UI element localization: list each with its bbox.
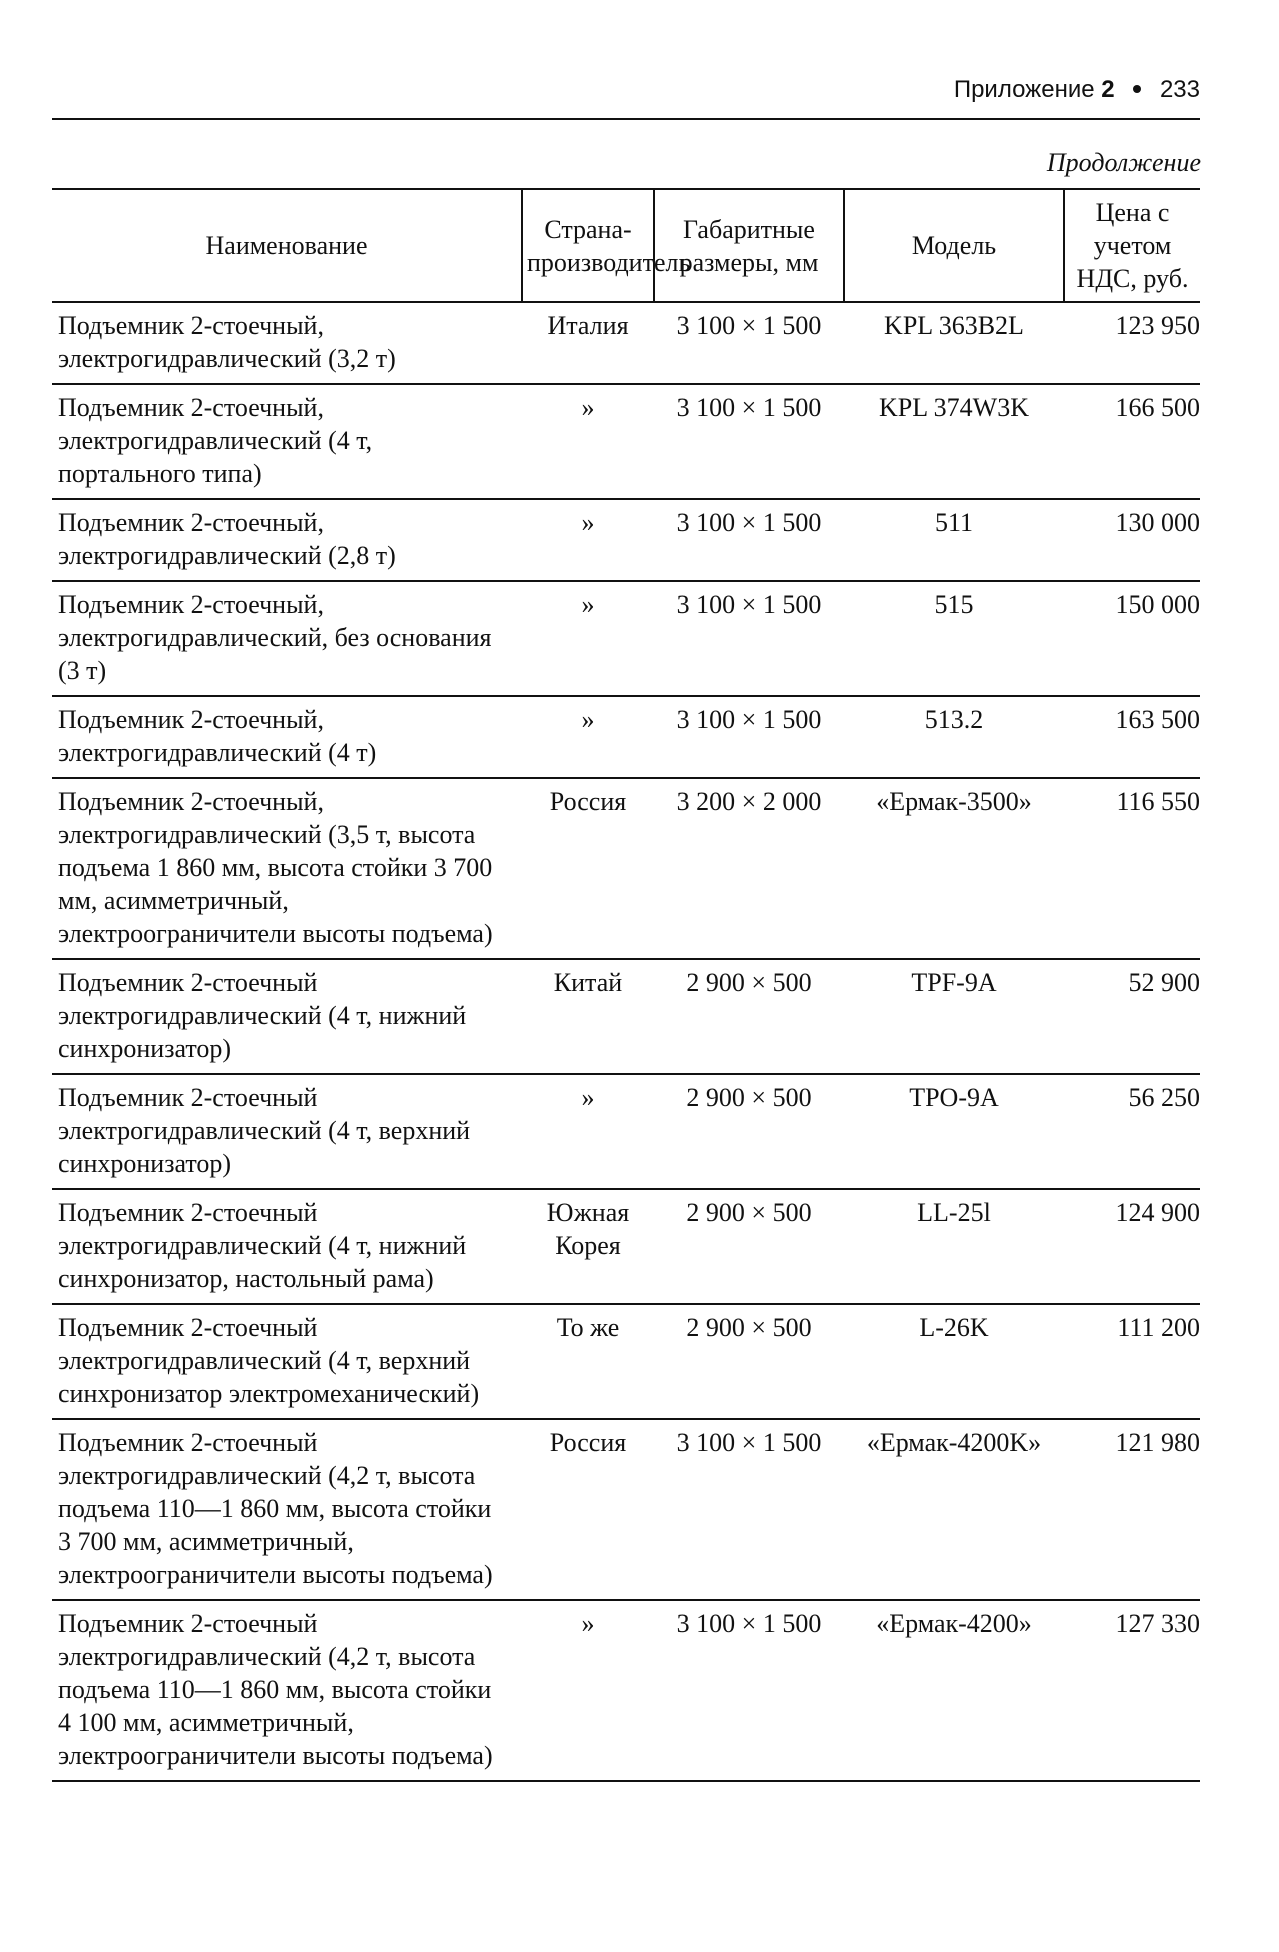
cell-country: » (522, 1074, 654, 1189)
page-number: 233 (1159, 76, 1200, 103)
cell-name: Подъемник 2-стоечный, электрогидравлический (3,5 т, высота подъема 1 860 мм, высота стойки 3 700 мм, асимметричный, электроограничители высоты подъема) (52, 778, 522, 959)
table-row (52, 1304, 1200, 1419)
cell-model: TPF-9A (844, 959, 1064, 1074)
cell-size: 3 100 × 1 500 (654, 1419, 844, 1600)
cell-country: Китай (522, 959, 654, 1074)
appendix-number: 2 (1101, 76, 1115, 103)
table-row (52, 581, 1200, 696)
cell-name: Подъемник 2-стоечный, электрогидравлический (4 т, портального типа) (52, 384, 522, 499)
cell-name: Подъемник 2-стоечный электрогидравлический (4 т, верхний синхронизатор) (52, 1074, 522, 1189)
cell-country: » (522, 499, 654, 581)
cell-price: 124 900 (1064, 1189, 1200, 1304)
cell-country: Италия (522, 302, 654, 384)
cell-size: 3 100 × 1 500 (654, 499, 844, 581)
cell-name: Подъемник 2-стоечный, электрогидравлический (4 т) (52, 696, 522, 778)
table-row (52, 1074, 1200, 1189)
cell-size: 2 900 × 500 (654, 959, 844, 1074)
table-row (52, 696, 1200, 778)
cell-country: » (522, 696, 654, 778)
cell-country: Россия (522, 1419, 654, 1600)
bullet-separator-icon (1133, 85, 1141, 93)
table-row (52, 1600, 1200, 1781)
cell-size: 3 100 × 1 500 (654, 1600, 844, 1781)
header-price: Цена с учетом НДС, руб. (1064, 189, 1200, 302)
cell-model: 511 (844, 499, 1064, 581)
header-size: Габаритные размеры, мм (654, 189, 844, 302)
running-head (52, 74, 1200, 120)
cell-size: 2 900 × 500 (654, 1189, 844, 1304)
cell-country: » (522, 384, 654, 499)
cell-model: TPO-9A (844, 1074, 1064, 1189)
cell-price: 166 500 (1064, 384, 1200, 499)
cell-name: Подъемник 2-стоечный электрогидравлический (4 т, нижний синхронизатор) (52, 959, 522, 1074)
cell-price: 121 980 (1064, 1419, 1200, 1600)
cell-model: LL-25l (844, 1189, 1064, 1304)
cell-model: «Ермак-4200» (844, 1600, 1064, 1781)
table-row (52, 959, 1200, 1074)
continuation-label: Продолжение (1046, 148, 1201, 177)
cell-size: 3 100 × 1 500 (654, 696, 844, 778)
cell-model: 515 (844, 581, 1064, 696)
cell-price: 130 000 (1064, 499, 1200, 581)
cell-model: KPL 363B2L (844, 302, 1064, 384)
table-row (52, 499, 1200, 581)
table-body (52, 302, 1200, 1781)
cell-size: 3 200 × 2 000 (654, 778, 844, 959)
table-header-row (52, 189, 1200, 302)
cell-price: 127 330 (1064, 1600, 1200, 1781)
running-head-text (954, 76, 1200, 104)
price-table (52, 188, 1200, 1782)
table-row (52, 1419, 1200, 1600)
cell-size: 3 100 × 1 500 (654, 384, 844, 499)
cell-size: 3 100 × 1 500 (654, 302, 844, 384)
cell-name: Подъемник 2-стоечный электрогидравлический (4 т, нижний синхронизатор, настольный рама) (52, 1189, 522, 1304)
cell-name: Подъемник 2-стоечный, электрогидравлический (2,8 т) (52, 499, 522, 581)
running-head-title: Приложение (953, 76, 1095, 103)
cell-model: KPL 374W3K (844, 384, 1064, 499)
cell-size: 2 900 × 500 (654, 1304, 844, 1419)
cell-size: 2 900 × 500 (654, 1074, 844, 1189)
cell-country: » (522, 581, 654, 696)
cell-price: 163 500 (1064, 696, 1200, 778)
cell-price: 116 550 (1064, 778, 1200, 959)
cell-name: Подъемник 2-стоечный электрогидравлический (4,2 т, высота подъема 110—1 860 мм, высота стойки 3 700 мм, асимметричный, электроограничители высоты подъема) (52, 1419, 522, 1600)
cell-country: » (522, 1600, 654, 1781)
cell-price: 150 000 (1064, 581, 1200, 696)
cell-name: Подъемник 2-стоечный, электрогидравлический, без основания (3 т) (52, 581, 522, 696)
table-row (52, 1189, 1200, 1304)
table-row (52, 778, 1200, 959)
cell-name: Подъемник 2-стоечный электрогидравлический (4,2 т, высота подъема 110—1 860 мм, высота стойки 4 100 мм, асимметричный, электроограничители высоты подъема) (52, 1600, 522, 1781)
cell-name: Подъемник 2-стоечный электрогидравлический (4 т, верхний синхронизатор электромеханический) (52, 1304, 522, 1419)
cell-country: Южная Корея (522, 1189, 654, 1304)
header-name: Наименование (52, 189, 522, 302)
cell-model: «Ермак-3500» (844, 778, 1064, 959)
cell-size: 3 100 × 1 500 (654, 581, 844, 696)
cell-price: 111 200 (1064, 1304, 1200, 1419)
cell-price: 123 950 (1064, 302, 1200, 384)
cell-model: «Ермак-4200K» (844, 1419, 1064, 1600)
cell-price: 52 900 (1064, 959, 1200, 1074)
cell-country: Россия (522, 778, 654, 959)
header-model: Модель (844, 189, 1064, 302)
cell-name: Подъемник 2-стоечный, электрогидравлический (3,2 т) (52, 302, 522, 384)
cell-model: 513.2 (844, 696, 1064, 778)
header-country: Страна-производитель (522, 189, 654, 302)
cell-model: L-26K (844, 1304, 1064, 1419)
table-row (52, 384, 1200, 499)
cell-country: То же (522, 1304, 654, 1419)
cell-price: 56 250 (1064, 1074, 1200, 1189)
table-row (52, 302, 1200, 384)
